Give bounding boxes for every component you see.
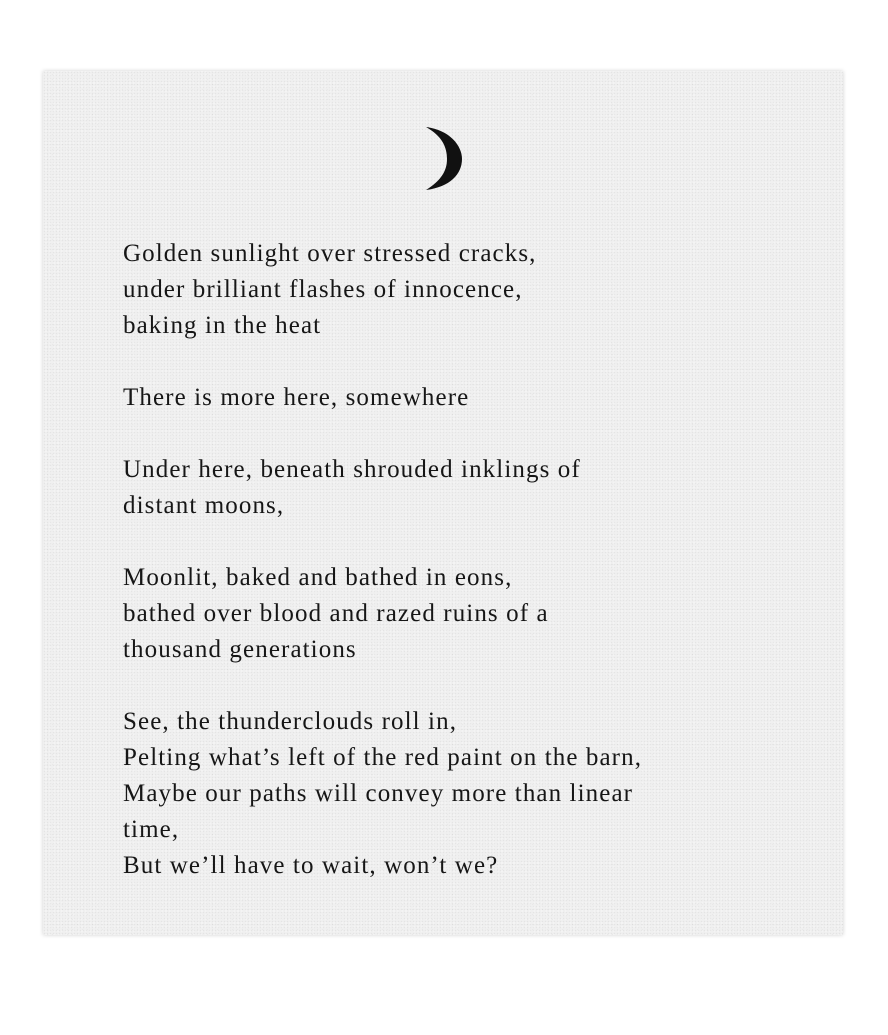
poem-line: bathed over blood and razed ruins of a [123,600,549,627]
poem-line: time, [123,816,180,843]
poem-line: Moonlit, baked and bathed in eons, [123,564,513,591]
stanza [123,236,823,344]
stanza [123,704,823,884]
poem-line: thousand generations [123,636,357,663]
poem-line: See, the thunderclouds roll in, [123,708,458,735]
poem-line: baking in the heat [123,312,322,339]
poem-line: There is more here, somewhere [123,384,470,411]
poem-line: Golden sunlight over stressed cracks, [123,240,537,267]
stanza [123,452,823,524]
poem-body [123,236,823,884]
poem-line: under brilliant flashes of innocence, [123,276,523,303]
poem-line: But we’ll have to wait, won’t we? [123,852,499,879]
poem-line: Maybe our paths will convey more than linear [123,780,634,807]
stanza [123,560,823,668]
poem-line: Under here, beneath shrouded inklings of [123,456,581,483]
poem-line: Pelting what’s left of the red paint on the barn, [123,744,643,771]
crescent-moon-icon [420,124,466,192]
stanza [123,380,823,416]
poem-line: distant moons, [123,492,285,519]
